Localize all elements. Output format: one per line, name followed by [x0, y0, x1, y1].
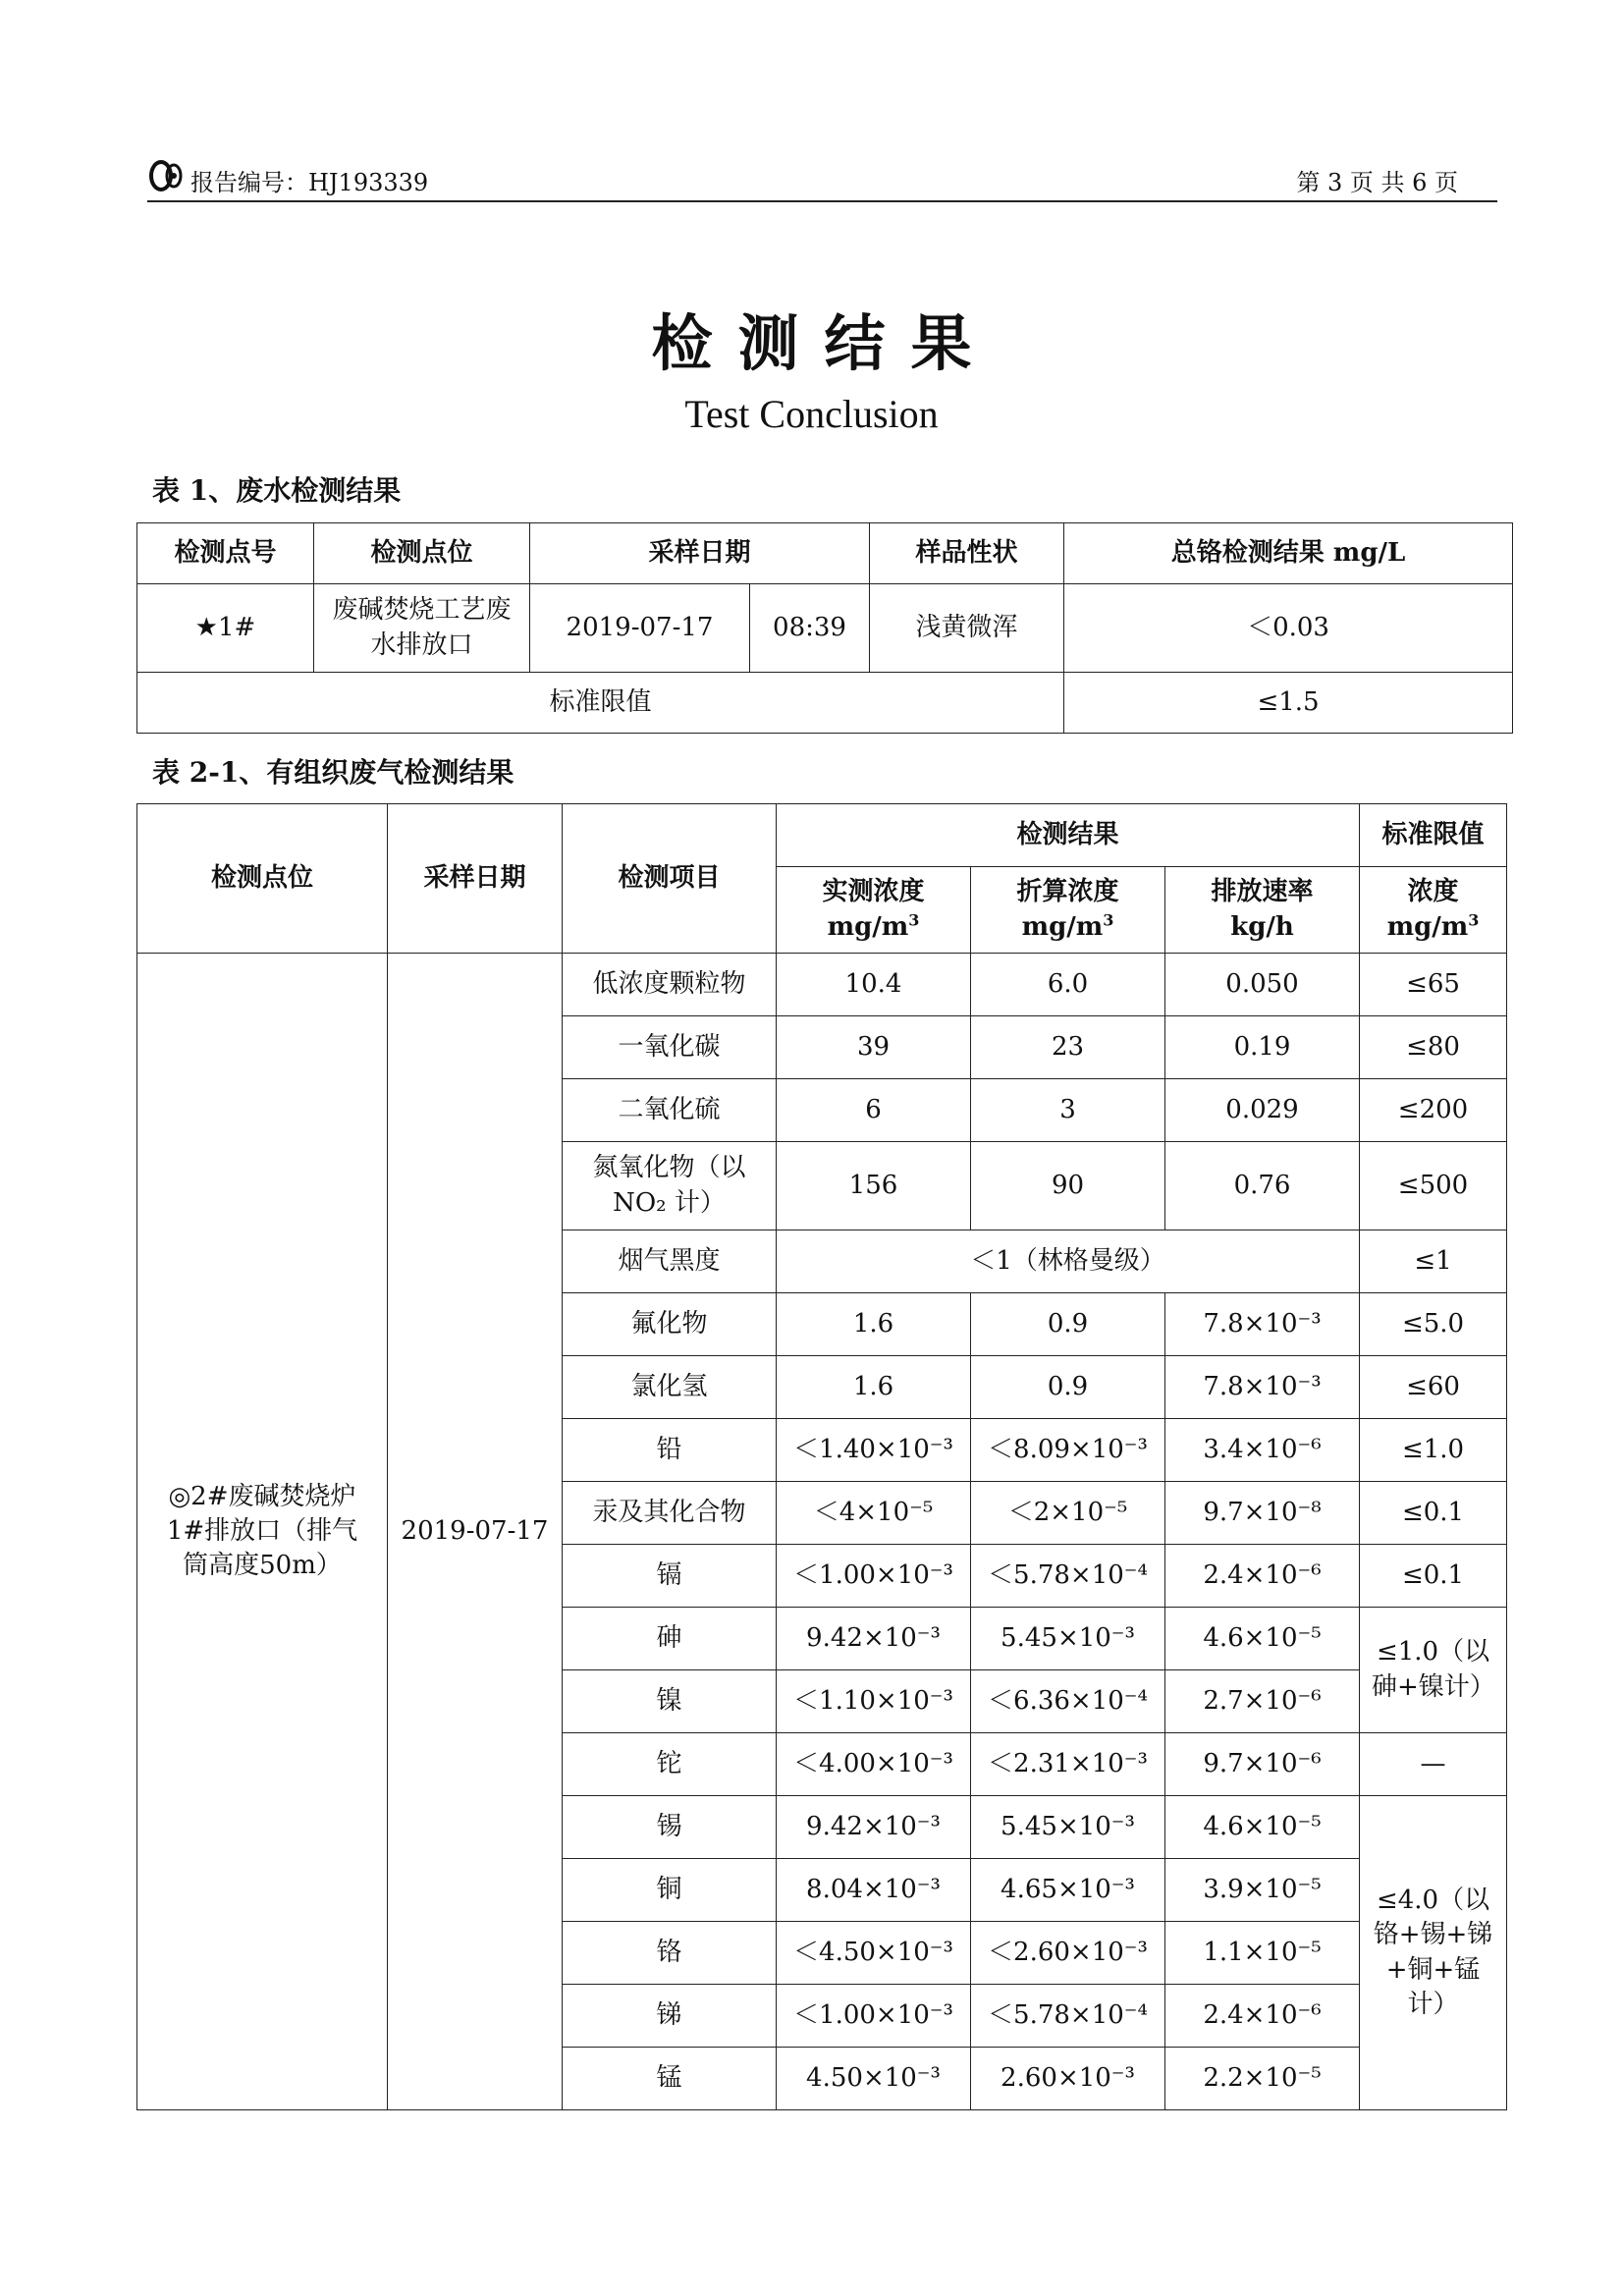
table2-item: 镉	[563, 1545, 777, 1608]
table2-item: 一氧化碳	[563, 1016, 777, 1079]
table2-item: 铜	[563, 1859, 777, 1922]
table2-rate: 3.4×10⁻⁶	[1165, 1419, 1360, 1482]
table2-header-measured: 实测浓度 $mg/m^3$	[777, 867, 971, 954]
table2-converted: 3	[971, 1079, 1165, 1142]
table2-rate: 2.4×10⁻⁶	[1165, 1545, 1360, 1608]
table2-item: 氯化氢	[563, 1356, 777, 1419]
table2-item: 镍	[563, 1670, 777, 1733]
wastewater-table	[136, 522, 1513, 734]
table2-rate: 2.2×10⁻⁵	[1165, 2048, 1360, 2110]
table2-standard: —	[1360, 1733, 1507, 1796]
exhaust-gas-table	[136, 803, 1507, 2110]
table2-measured: 9.42×10⁻³	[777, 1796, 971, 1859]
table2-standard: ≤1.0	[1360, 1419, 1507, 1482]
table2-measured: 9.42×10⁻³	[777, 1608, 971, 1670]
table2-header-converted: 折算浓度 $mg/m^3$	[971, 867, 1165, 954]
report-number: 报告编号：HJ193339	[190, 169, 429, 196]
table2-converted: ＜5.78×10⁻⁴	[971, 1985, 1165, 2048]
table2-item: 锰	[563, 2048, 777, 2110]
table2-header-date: 采样日期	[388, 804, 563, 954]
table2-date: 2019-07-17	[388, 954, 563, 2110]
table2-item: 氮氧化物（以 NO₂ 计）	[563, 1142, 777, 1230]
table2-rate: 3.9×10⁻⁵	[1165, 1859, 1360, 1922]
table2-measured: 10.4	[777, 954, 971, 1016]
table2-converted: ＜2.31×10⁻³	[971, 1733, 1165, 1796]
company-logo-icon	[147, 159, 187, 192]
table2-item: 铅	[563, 1419, 777, 1482]
table2-converted: 2.60×10⁻³	[971, 2048, 1165, 2110]
table2-measured: 156	[777, 1142, 971, 1230]
table2-converted: 0.9	[971, 1293, 1165, 1356]
table2-converted: 5.45×10⁻³	[971, 1608, 1165, 1670]
table2-measured: ＜1.00×10⁻³	[777, 1985, 971, 2048]
table1-limit-value: ≤1.5	[1064, 673, 1513, 734]
table2-rate: 0.76	[1165, 1142, 1360, 1230]
table2-converted: ＜6.36×10⁻⁴	[971, 1670, 1165, 1733]
table2-converted: ＜8.09×10⁻³	[971, 1419, 1165, 1482]
table1-header-date: 采样日期	[530, 523, 870, 584]
table2-standard: ≤4.0（以铬+锡+锑+铜+锰计）	[1360, 1796, 1507, 2110]
table2-rate: 0.050	[1165, 954, 1360, 1016]
table1-location: 废碱焚烧工艺废水排放口	[314, 584, 530, 673]
table2-rate: 9.7×10⁻⁶	[1165, 1733, 1360, 1796]
table2-standard: ≤5.0	[1360, 1293, 1507, 1356]
table1-point-no: ★1#	[137, 584, 314, 673]
table2-header-results: 检测结果	[777, 804, 1360, 867]
table2-standard: ≤80	[1360, 1016, 1507, 1079]
table1-time: 08:39	[750, 584, 870, 673]
table2-converted: 6.0	[971, 954, 1165, 1016]
table2-rate: 0.19	[1165, 1016, 1360, 1079]
table2-smoke-result: ＜1（林格曼级）	[777, 1230, 1360, 1293]
page-title: 检测结果	[651, 307, 998, 379]
table2-standard: ≤65	[1360, 954, 1507, 1016]
table2-item: 低浓度颗粒物	[563, 954, 777, 1016]
table2-measured: 6	[777, 1079, 971, 1142]
table2-rate: 0.029	[1165, 1079, 1360, 1142]
table2-header-std-conc: 浓度 $mg/m^3$	[1360, 867, 1507, 954]
table2-standard: ≤0.1	[1360, 1545, 1507, 1608]
table1-header-location: 检测点位	[314, 523, 530, 584]
table1-result: ＜0.03	[1064, 584, 1513, 673]
table2-standard: ≤0.1	[1360, 1482, 1507, 1545]
table2-converted: 90	[971, 1142, 1165, 1230]
table2-rate: 7.8×10⁻³	[1165, 1356, 1360, 1419]
table2-measured: 1.6	[777, 1356, 971, 1419]
table2-converted: ＜2.60×10⁻³	[971, 1922, 1165, 1985]
table2-rate: 4.6×10⁻⁵	[1165, 1796, 1360, 1859]
table2-item: 氟化物	[563, 1293, 777, 1356]
table2-measured: 39	[777, 1016, 971, 1079]
table2-rate: 7.8×10⁻³	[1165, 1293, 1360, 1356]
table2-converted: 0.9	[971, 1356, 1165, 1419]
table2-measured: ＜1.00×10⁻³	[777, 1545, 971, 1608]
table1-header-appearance: 样品性状	[870, 523, 1064, 584]
table2-item: 二氧化硫	[563, 1079, 777, 1142]
table2-rate: 9.7×10⁻⁸	[1165, 1482, 1360, 1545]
table1-header-result: 总铬检测结果 mg/L	[1064, 523, 1513, 584]
table2-item: 锡	[563, 1796, 777, 1859]
table2-item: 汞及其化合物	[563, 1482, 777, 1545]
table2-header-item: 检测项目	[563, 804, 777, 954]
table2-item: 砷	[563, 1608, 777, 1670]
table2-location: ◎2#废碱焚烧炉1#排放口（排气筒高度50m）	[137, 954, 388, 2110]
page-subtitle: Test Conclusion	[684, 392, 939, 436]
table2-rate: 4.6×10⁻⁵	[1165, 1608, 1360, 1670]
table2-converted: 4.65×10⁻³	[971, 1859, 1165, 1922]
table2-measured: ＜1.10×10⁻³	[777, 1670, 971, 1733]
table2-measured: ＜1.40×10⁻³	[777, 1419, 971, 1482]
table2-converted: 23	[971, 1016, 1165, 1079]
table2-converted: 5.45×10⁻³	[971, 1796, 1165, 1859]
table2-item: 锑	[563, 1985, 777, 2048]
table2-standard: ≤1	[1360, 1230, 1507, 1293]
table2-measured: 8.04×10⁻³	[777, 1859, 971, 1922]
table1-limit-label: 标准限值	[137, 673, 1064, 734]
table2-rate: 2.7×10⁻⁶	[1165, 1670, 1360, 1733]
table1-appearance: 浅黄微浑	[870, 584, 1064, 673]
table2-header-rate: 排放速率 kg/h	[1165, 867, 1360, 954]
table2-standard: ≤500	[1360, 1142, 1507, 1230]
table2-header-standard: 标准限值	[1360, 804, 1507, 867]
page-header	[147, 155, 1497, 202]
table2-item: 烟气黑度	[563, 1230, 777, 1293]
table2-item: 铊	[563, 1733, 777, 1796]
table1-caption: 表 1、废水检测结果	[152, 474, 402, 507]
table2-measured: ＜4.50×10⁻³	[777, 1922, 971, 1985]
table2-standard: ≤200	[1360, 1079, 1507, 1142]
table2-measured: ＜4.00×10⁻³	[777, 1733, 971, 1796]
table2-standard: ≤1.0（以砷+镍计）	[1360, 1608, 1507, 1733]
page-number: 第 3 页 共 6 页	[1296, 169, 1458, 196]
table2-measured: 4.50×10⁻³	[777, 2048, 971, 2110]
table2-standard: ≤60	[1360, 1356, 1507, 1419]
table2-measured: 1.6	[777, 1293, 971, 1356]
table2-converted: ＜5.78×10⁻⁴	[971, 1545, 1165, 1608]
table2-converted: ＜2×10⁻⁵	[971, 1482, 1165, 1545]
table2-rate: 1.1×10⁻⁵	[1165, 1922, 1360, 1985]
table2-header-location: 检测点位	[137, 804, 388, 954]
table2-item: 铬	[563, 1922, 777, 1985]
table1-header-point-no: 检测点号	[137, 523, 314, 584]
table2-caption: 表 2-1、有组织废气检测结果	[152, 756, 514, 789]
table1-date: 2019-07-17	[530, 584, 750, 673]
table2-measured: ＜4×10⁻⁵	[777, 1482, 971, 1545]
table2-rate: 2.4×10⁻⁶	[1165, 1985, 1360, 2048]
